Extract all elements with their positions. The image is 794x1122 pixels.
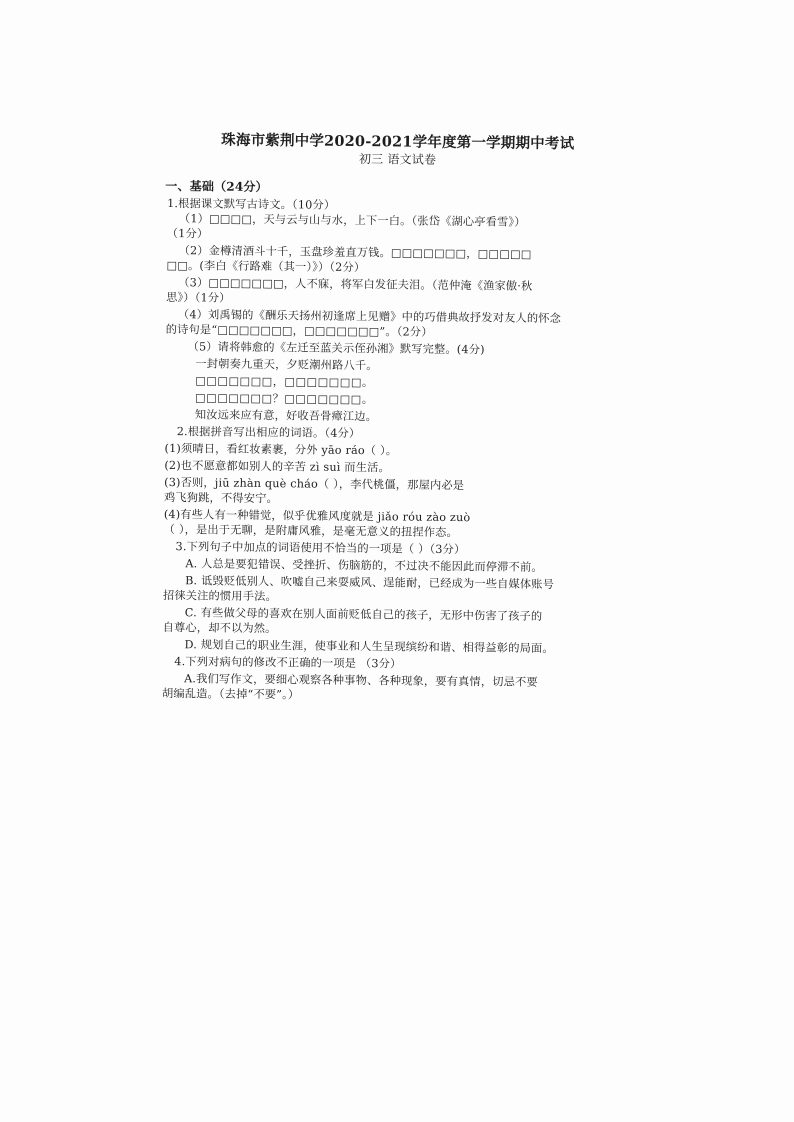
question-3-option-a: A. 人总是要犯错误、受挫折、伤脑筋的，不过决不能因此而停滞不前。 [185, 557, 543, 574]
question-2-item-2: (2)也不愿意都如别人的辛苦 zì suì 而生活。 [164, 458, 390, 475]
poem-line-3: □□□□□□□？□□□□□□□。 [195, 391, 374, 407]
question-2-item-4-line-2: （ ），是出于无聊，是附庸风雅，是毫无意义的扭捏作态。 [163, 522, 458, 540]
question-2 [164, 424, 625, 542]
poem-line-2: □□□□□□□，□□□□□□□。 [195, 374, 374, 390]
question-4-stem: 4.下列对病句的修改不正确的一项是 （3分） [174, 655, 402, 671]
question-3-option-b-line-2: 招徕关注的惯用手法。 [162, 588, 277, 604]
question-1-item-1-line-2: （1分） [166, 226, 209, 241]
poem-line-1: 一封朝奏九重天，夕贬潮州路八千。 [195, 357, 378, 373]
question-1-item-1-line-1: （1）□□□□，天与云与山与水，上下一白。（张岱《湖心亭看雪》） [178, 212, 526, 229]
question-3-option-d: D. 规划自己的职业生涯，使事业和人生呈现缤纷和谐、相得益彰的局面。 [184, 638, 554, 656]
question-4 [162, 654, 622, 706]
question-1-item-5: （5）请将韩愈的《左迁至蓝关示侄孙湘》默写完整。(4分) [187, 340, 485, 357]
question-2-item-4-line-1: (4)有些人有一种错觉，似乎优雅风度就是 jiǎo róu zào zuò [163, 507, 471, 525]
question-4-option-a-line-1: A.我们写作文，要细心观察各种事物、各种现象，要有真情，切忌不要 [184, 672, 538, 689]
question-2-stem: 2.根据拼音写出相应的词语。（4分） [176, 425, 361, 441]
question-1-item-4-line-1: （4）刘禹锡的《酬乐天扬州初逢席上见赠》中的巧借典故抒发对友人的怀念 [177, 308, 562, 326]
question-4-option-a-line-2: 胡编乱造。（去掉“不要”。） [161, 686, 300, 702]
question-2-item-3-line-2: 鸡飞狗跳，不得安宁。 [163, 490, 278, 506]
question-1-stem: 1.根据课文默写古诗文。（10分） [167, 196, 336, 212]
question-3 [162, 539, 623, 657]
question-1-item-3-line-1: （3）□□□□□□□，人不寐，将军白发征夫泪。（范仲淹《渔家傲·秋 [178, 276, 533, 293]
poem-line-4: 知汝远来应有意，好收吾骨瘴江边。 [194, 408, 378, 424]
question-2-item-3-line-1: (3)否则，jiū zhàn què cháo（ ），李代桃僵，那屋内必是 [164, 475, 465, 493]
question-3-stem: 3.下列句子中加点的词语使用不恰当的一项是（ ）（3分） [175, 540, 466, 557]
question-1-item-2-line-2: □□。(李白《行路难（其一）》）（2分） [166, 258, 366, 275]
question-3-option-b-line-1: B. 诋毁贬低别人、吹嘘自己来耍威风、逞能耐，已经成为一些自媒体账号 [185, 574, 555, 592]
question-1-item-4-line-2: 的诗句是“□□□□□□□，□□□□□□□”。（2分） [165, 322, 433, 339]
question-1-item-3-line-2: 思》）（1分） [166, 290, 231, 305]
exam-sheet [161, 120, 628, 825]
question-3-option-c-line-1: C. 有些做父母的喜欢在别人面前贬低自己的孩子，无形中伤害了孩子的 [184, 606, 543, 623]
section-heading-basics: 一、基础（24分） [165, 178, 268, 195]
question-2-item-1: (1)须晴日，看红妆素裹，分外 yāo ráo（ ）。 [164, 441, 398, 458]
question-1-item-2-line-1: （2）金樽清酒斗十千，玉盘珍羞直万钱。□□□□□□□，□□□□□ [178, 244, 532, 261]
exam-title: 珠海市紫荆中学2020-2021学年度第一学期期中考试 [221, 131, 575, 153]
question-3-option-c-line-2: 自尊心，却不以为然。 [162, 620, 277, 636]
question-1 [165, 196, 627, 427]
exam-subtitle: 初三 语文试卷 [358, 152, 437, 167]
